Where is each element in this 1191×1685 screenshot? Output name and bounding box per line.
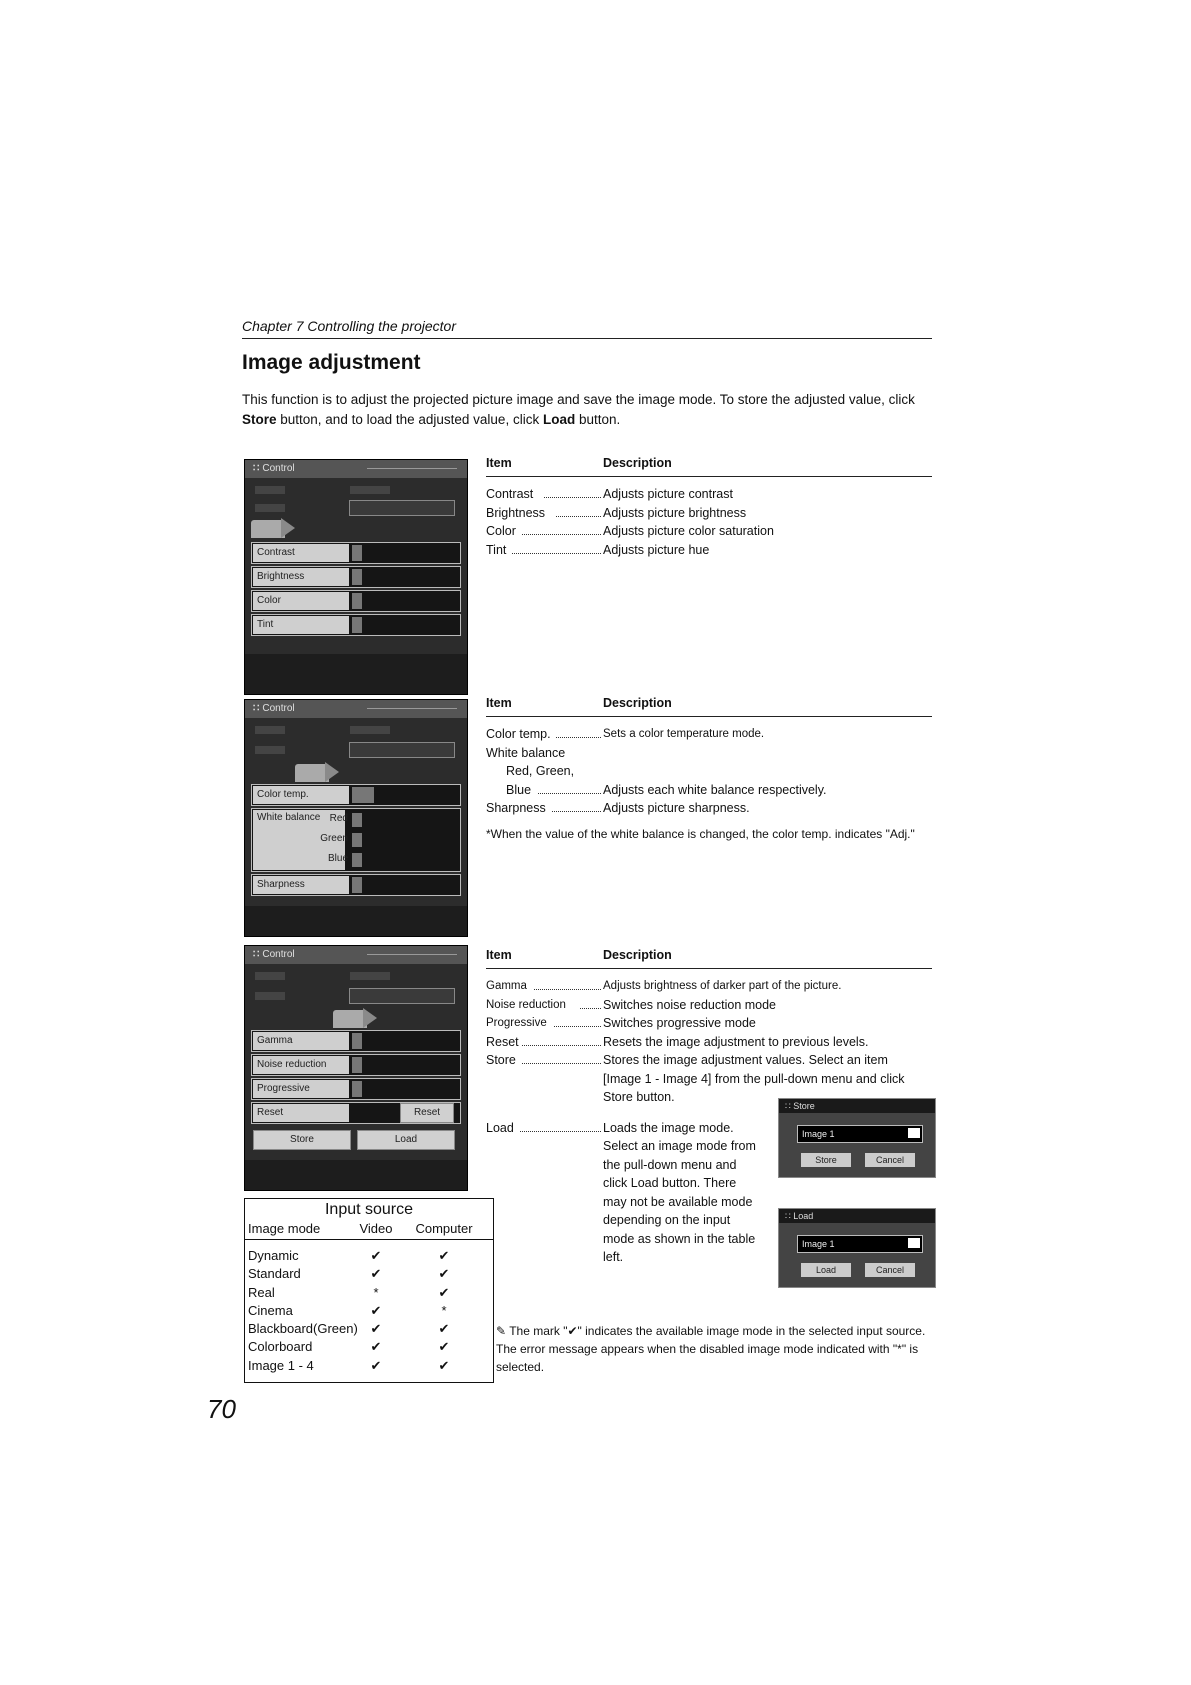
table-row: Noise reduction Switches noise reduction mode: [486, 997, 777, 1012]
table-row: Standard ✔ ✔: [248, 1266, 450, 1282]
load-dialog: [778, 1208, 936, 1288]
table-row: Contrast Adjusts picture contrast: [486, 487, 733, 501]
table-row: White balance: [486, 745, 566, 760]
control-panel-image-2: [244, 699, 468, 937]
image-mode-dropdown[interactable]: [349, 500, 455, 516]
table-header: Item Description: [486, 696, 932, 717]
header-rule: [242, 338, 932, 339]
cancel-button[interactable]: Cancel: [865, 1153, 915, 1167]
load-button[interactable]: Load: [357, 1130, 455, 1150]
image-adjust-tab[interactable]: [251, 520, 285, 538]
reset-button[interactable]: Reset: [400, 1103, 454, 1123]
image-select[interactable]: Image 1: [797, 1235, 923, 1253]
table-caption: Input source: [324, 1201, 414, 1218]
table-row: Real * ✔: [248, 1284, 450, 1300]
menu-grip-icon: ∷: [253, 463, 260, 474]
store-button[interactable]: Store: [253, 1130, 351, 1150]
table-row: Color temp. Sets a color temperature mode.: [486, 727, 765, 741]
window-title-bar: ∷ Control: [245, 700, 467, 718]
table-header: Item Description: [486, 456, 932, 477]
intro-paragraph: This function is to adjust the projected picture image and save the image mode. To store the adjusted value, click Store button, and to load the adjusted value, click Load button.: [242, 392, 915, 427]
control-panel-image-3: [244, 945, 468, 1191]
color-temp-row[interactable]: Color temp.: [251, 784, 461, 806]
table-row: Brightness Adjusts picture brightness: [486, 505, 747, 520]
white-balance-row[interactable]: White balance Red Green Blue: [251, 808, 461, 872]
cancel-button[interactable]: Cancel: [865, 1263, 915, 1277]
color-row[interactable]: Color: [251, 590, 461, 612]
pencil-icon: ✎: [496, 1324, 507, 1338]
image-select[interactable]: Image 1: [797, 1125, 923, 1143]
white-balance-note: *When the value of the white balance is changed, the color temp. indicates "Adj.": [486, 826, 915, 841]
window-title-bar: ∷ Control: [245, 946, 467, 964]
page-number: 70: [207, 1394, 236, 1424]
table-row: Load Loads the image mode.: [486, 1120, 734, 1135]
contrast-row[interactable]: Contrast: [251, 542, 461, 564]
reset-row: Reset Reset: [251, 1102, 461, 1124]
image-adjust-table-1: [486, 456, 932, 559]
wb-green-label: Green: [320, 833, 348, 844]
table-row: Progressive Switches progressive mode: [486, 1016, 756, 1030]
table-header: Item Description: [486, 948, 932, 969]
table-row: Colorboard ✔ ✔: [248, 1339, 450, 1355]
image-mode-dropdown[interactable]: [349, 988, 455, 1004]
wb-red-label: Red: [329, 813, 348, 824]
menu-grip-icon: ∷: [253, 949, 260, 960]
tint-row[interactable]: Tint: [251, 614, 461, 636]
chevron-down-icon: [908, 1128, 920, 1138]
image-adjust-table-3: Item Description Gamma Adjusts brightness of darker part of the picture. Noise reduction Switches noise reduction mode Progressive Switches progressive mode Reset Resets the image adjustment to previous levels. Store Stores the image adjustment values. Select an item [Image 1 - Image 4] from the pull-down menu and click Store button. Load Loads the image mode. Select an image mode from the pull-down menu and click Load button. There may not be available mode depending on the input mode as shown in the table left.: [486, 948, 932, 1267]
noise-reduction-row[interactable]: Noise reduction: [251, 1054, 461, 1076]
mark-note: ✎ The mark "✔" indicates the available image mode in the selected input source. The error message appears when the disabled image mode indicated with "*" is selected.: [496, 1324, 926, 1374]
wb-blue-label: Blue: [327, 853, 348, 864]
table-row: Color Adjusts picture color saturation: [486, 524, 774, 538]
image-adjust-table-2: [486, 696, 932, 843]
table-row: Blue Adjusts each white balance respectively.: [506, 782, 827, 797]
input-source-table: [244, 1198, 494, 1383]
store-button[interactable]: Store: [801, 1153, 851, 1167]
table-row: Cinema ✔ *: [248, 1302, 447, 1318]
table-row: Dynamic ✔ ✔: [248, 1248, 450, 1263]
table-row: Gamma Adjusts brightness of darker part of the picture.: [486, 980, 842, 992]
brightness-row[interactable]: Brightness: [251, 566, 461, 588]
table-row: Reset Resets the image adjustment to previous levels.: [486, 1034, 869, 1049]
chapter-heading: Chapter 7 Controlling the projector: [242, 318, 457, 334]
dialog-title: ∷ Load: [779, 1209, 935, 1223]
table-header: Image mode Video Computer: [245, 1221, 493, 1240]
image-adjust-tab[interactable]: [333, 1010, 367, 1028]
table-row: Store Stores the image adjustment values. Select an item: [486, 1053, 888, 1067]
table-row: Blackboard(Green) ✔ ✔: [248, 1321, 450, 1337]
menu-grip-icon: ∷: [253, 703, 260, 714]
sharpness-row[interactable]: Sharpness: [251, 874, 461, 896]
progressive-row[interactable]: Progressive: [251, 1078, 461, 1100]
table-row: Image 1 - 4 ✔ ✔: [248, 1357, 450, 1373]
control-panel-image-1: [244, 459, 468, 695]
chevron-down-icon: [908, 1238, 920, 1248]
table-row: Red, Green,: [506, 764, 575, 778]
table-row: Sharpness Adjusts picture sharpness.: [486, 801, 750, 815]
table-row: Tint Adjusts picture hue: [486, 542, 710, 557]
dialog-title: ∷ Store: [779, 1099, 935, 1113]
page-title: Image adjustment: [242, 351, 421, 374]
load-button[interactable]: Load: [801, 1263, 851, 1277]
image-adjust-tab[interactable]: [295, 764, 329, 782]
store-dialog: [778, 1098, 936, 1178]
gamma-row[interactable]: Gamma: [251, 1030, 461, 1052]
image-mode-dropdown[interactable]: [349, 742, 455, 758]
window-title-bar: ∷ Control: [245, 460, 467, 478]
